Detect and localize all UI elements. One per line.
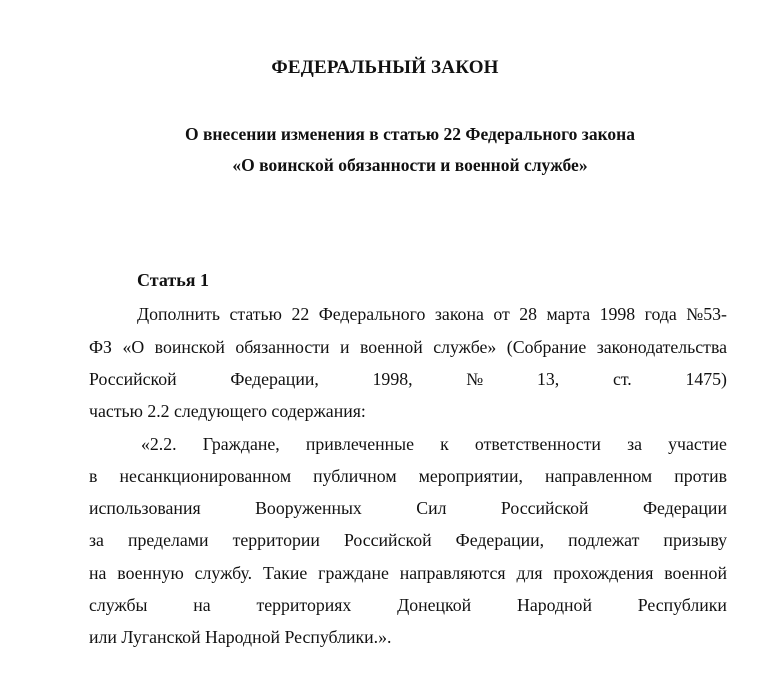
word: Российской bbox=[89, 369, 177, 389]
article-line-7 bbox=[89, 498, 727, 524]
article-line-8 bbox=[89, 530, 727, 556]
word: территории bbox=[232, 530, 320, 550]
word: направляются bbox=[399, 563, 506, 583]
word: Республики bbox=[637, 595, 727, 615]
word: Федерации bbox=[642, 498, 727, 518]
word: (Собрание bbox=[506, 337, 587, 357]
word: Граждане, bbox=[202, 434, 280, 454]
word: граждане bbox=[318, 563, 389, 583]
word: Сил bbox=[416, 498, 447, 518]
word: Федерального bbox=[318, 304, 426, 324]
word: мероприятии, bbox=[418, 466, 523, 486]
word: военную bbox=[117, 563, 184, 583]
word: на bbox=[193, 595, 211, 615]
word: Российской bbox=[500, 498, 589, 518]
word: за bbox=[627, 434, 642, 454]
word: к bbox=[440, 434, 449, 454]
article-line-5 bbox=[141, 434, 727, 460]
word: 22 bbox=[291, 304, 310, 324]
word: 13, bbox=[536, 369, 560, 389]
article-line-11: или Луганской Народной Республики.». bbox=[89, 627, 392, 647]
document-title-line-2: «О воинской обязанности и военной службе» bbox=[232, 155, 588, 175]
word: года bbox=[644, 304, 677, 324]
word: за bbox=[89, 530, 104, 550]
word: статью bbox=[229, 304, 282, 324]
word: Такие bbox=[262, 563, 308, 583]
word: Федерации, bbox=[455, 530, 545, 550]
word: и bbox=[340, 337, 350, 357]
document-title-line-1: О внесении изменения в статью 22 Федерального закона bbox=[184, 124, 636, 144]
word: закона bbox=[434, 304, 484, 324]
word: ФЗ bbox=[89, 337, 112, 357]
article-line-1 bbox=[137, 304, 727, 330]
word: несанкционированном bbox=[119, 466, 292, 486]
word: привлеченные bbox=[305, 434, 414, 454]
article-heading: Статья 1 bbox=[137, 270, 209, 290]
word: для bbox=[516, 563, 543, 583]
article-line-3 bbox=[89, 369, 727, 395]
word: службу. bbox=[194, 563, 253, 583]
word: участие bbox=[668, 434, 727, 454]
word: на bbox=[89, 563, 107, 583]
word: законодательства bbox=[596, 337, 727, 357]
word: призыву bbox=[663, 530, 727, 550]
word: 1475) bbox=[685, 369, 727, 389]
word: территориях bbox=[256, 595, 352, 615]
word: военной bbox=[664, 563, 727, 583]
word: 28 bbox=[519, 304, 538, 324]
word: Федерации, bbox=[230, 369, 319, 389]
document-title bbox=[0, 119, 770, 181]
word: №53- bbox=[686, 304, 727, 324]
article-line-10 bbox=[89, 595, 727, 621]
word: пределами bbox=[127, 530, 209, 550]
word: службы bbox=[89, 595, 148, 615]
word: «О bbox=[122, 337, 145, 357]
word: марта bbox=[546, 304, 591, 324]
word: обязанности bbox=[235, 337, 330, 357]
word: «2.2. bbox=[141, 434, 177, 454]
word: Народной bbox=[516, 595, 592, 615]
word: ответственности bbox=[474, 434, 601, 454]
document-type-heading: ФЕДЕРАЛЬНЫЙ ЗАКОН bbox=[271, 57, 499, 78]
word: Российской bbox=[343, 530, 432, 550]
word: в bbox=[89, 466, 98, 486]
word: 1998 bbox=[599, 304, 636, 324]
article-line-4: частью 2.2 следующего содержания: bbox=[89, 401, 366, 421]
word: воинской bbox=[154, 337, 225, 357]
word: публичном bbox=[313, 466, 397, 486]
word: Донецкой bbox=[397, 595, 472, 615]
word: Вооруженных bbox=[255, 498, 362, 518]
word: подлежат bbox=[568, 530, 640, 550]
word: ст. bbox=[612, 369, 632, 389]
word: от bbox=[493, 304, 510, 324]
word: № bbox=[466, 369, 484, 389]
article-line-2 bbox=[89, 337, 727, 363]
word: направленном bbox=[544, 466, 653, 486]
word: 1998, bbox=[372, 369, 413, 389]
word: прохождения bbox=[553, 563, 654, 583]
word: против bbox=[674, 466, 727, 486]
word: Дополнить bbox=[137, 304, 220, 324]
word: военной bbox=[360, 337, 423, 357]
article-line-9 bbox=[89, 563, 727, 589]
article-line-6 bbox=[89, 466, 727, 492]
word: службе» bbox=[433, 337, 497, 357]
word: использования bbox=[89, 498, 201, 518]
